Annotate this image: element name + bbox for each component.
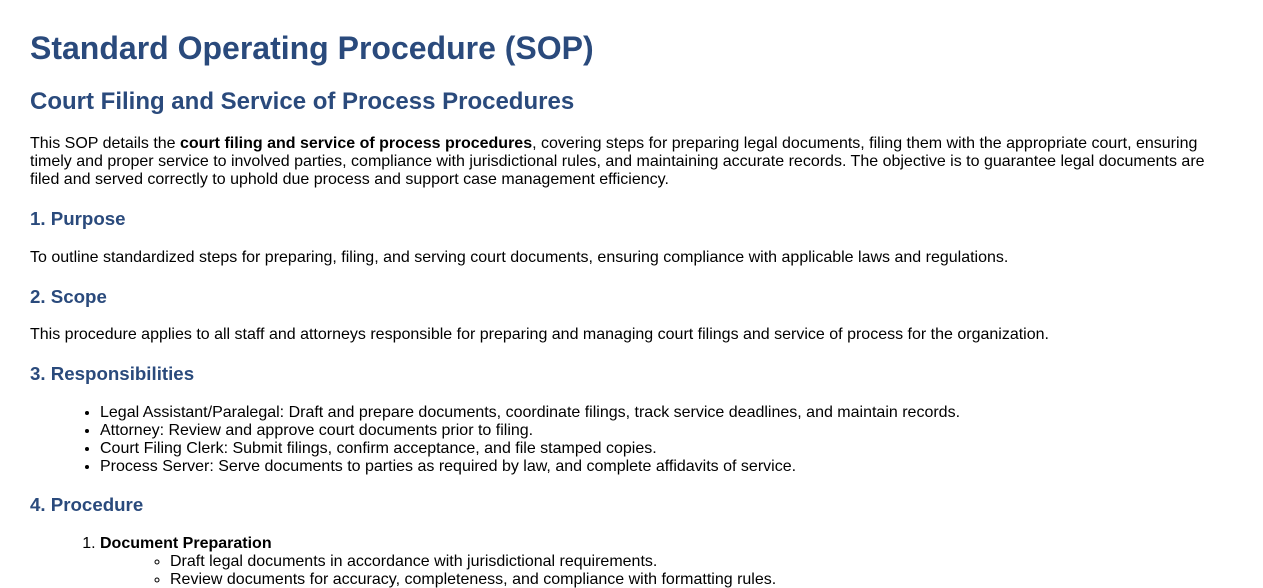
purpose-heading: 1. Purpose xyxy=(30,208,126,229)
intro-paragraph xyxy=(30,135,1230,189)
scope-heading: 2. Scope xyxy=(30,286,107,307)
intro-text-after: , covering steps for preparing legal documents, filing them with the appropriate court, ensuring timely and proper service to involved parties, compliance with jurisdictional rules, and maintaining accurate records. The objective is to guarantee legal documents are filed and served correctly to uphold due process and support case management efficiency. xyxy=(30,135,1205,188)
intro-text-bold: court filing and service of process procedures xyxy=(180,135,533,152)
responsibilities-heading: 3. Responsibilities xyxy=(30,363,195,384)
document-title: Standard Operating Procedure (SOP) xyxy=(30,30,594,66)
responsibilities-list xyxy=(30,404,1263,476)
procedure-steps-list xyxy=(30,535,1263,588)
procedure-heading: 4. Procedure xyxy=(30,494,144,515)
list-item: • Process Server: Serve documents to parties as required by law, and complete affidavits of service. xyxy=(100,458,1263,476)
procedure-step-title: Document Preparation xyxy=(100,535,272,552)
list-item: ◦ Review documents for accuracy, completeness, and compliance with formatting rules. xyxy=(170,571,1263,588)
list-item: • Legal Assistant/Paralegal: Draft and prepare documents, coordinate filings, track service deadlines, and maintain records. xyxy=(100,404,1263,422)
document-subtitle: Court Filing and Service of Process Procedures xyxy=(30,88,575,115)
scope-text: This procedure applies to all staff and attorneys responsible for preparing and managing court filings and service of process for the organization. xyxy=(30,326,1049,343)
intro-text-before: This SOP details the xyxy=(30,135,180,152)
purpose-text: To outline standardized steps for preparing, filing, and serving court documents, ensuring compliance with applicable laws and regulations. xyxy=(30,249,1009,266)
procedure-step xyxy=(100,535,1263,588)
list-item: • Attorney: Review and approve court documents prior to filing. xyxy=(100,422,1263,440)
list-item: • Court Filing Clerk: Submit filings, confirm acceptance, and file stamped copies. xyxy=(100,440,1263,458)
procedure-substeps-list xyxy=(100,553,1263,588)
list-item: ◦ Draft legal documents in accordance with jurisdictional requirements. xyxy=(170,553,1263,571)
